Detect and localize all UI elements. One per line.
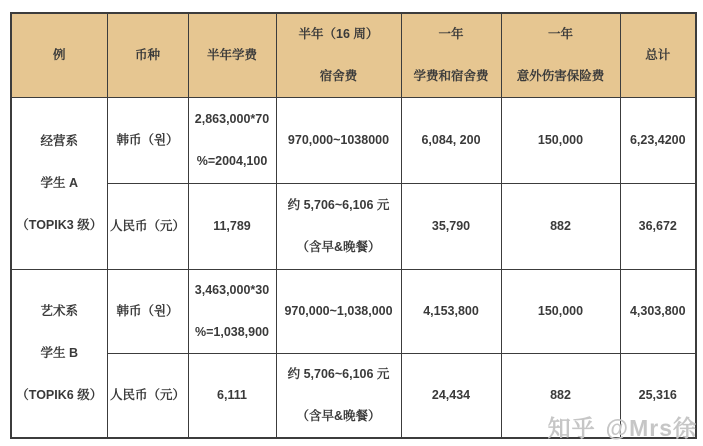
cell-text: 4,303,800 [629, 304, 686, 318]
cell-text: 6,111 [217, 388, 247, 403]
dorm-fee-cell [276, 97, 401, 183]
header-cell-example [11, 13, 107, 97]
header-row [11, 13, 696, 97]
example-cell-student-a [11, 97, 107, 269]
cell-text: 11,789 [213, 219, 251, 233]
header-cell-currency [107, 13, 188, 97]
insurance-cell [501, 269, 620, 353]
cell-text: 学生 A [40, 176, 78, 190]
cell-text: （含早&晚餐） [296, 409, 381, 424]
half-year-tuition-cell [188, 353, 276, 438]
total-cell [620, 97, 696, 183]
table-row [11, 353, 696, 438]
year-tuition-dorm-cell [401, 353, 501, 438]
cell-text: 36,672 [638, 219, 677, 233]
cell-text: （含早&晚餐） [296, 240, 381, 254]
cell-text: 150,000 [537, 133, 584, 147]
cell-text: 24,434 [431, 388, 471, 403]
example-cell-student-b [11, 269, 107, 438]
cell-text: 970,000~1,038,000 [284, 304, 393, 318]
insurance-cell [501, 353, 620, 438]
cell-text: 3,463,000*30 [194, 283, 270, 297]
header-cell-year-accident-insurance [501, 13, 620, 97]
cell-text: 韩币（원） [116, 133, 179, 147]
currency-cell [107, 183, 188, 269]
currency-cell [107, 353, 188, 438]
watermark-handle: @Mrs徐 [605, 415, 697, 441]
cell-text: %=2004,100 [196, 154, 268, 168]
header-label: 一年 [438, 27, 464, 42]
header-label: 一年 [547, 27, 573, 42]
year-tuition-dorm-cell [401, 183, 501, 269]
header-label: 币种 [134, 48, 160, 63]
cell-text: （TOPIK6 级） [16, 388, 103, 403]
currency-cell [107, 269, 188, 353]
cell-text: 150,000 [537, 304, 584, 318]
table-row [11, 183, 696, 269]
total-cell [620, 183, 696, 269]
header-label: 半年（16 周） [298, 27, 379, 42]
table-row [11, 97, 696, 183]
cell-text: 人民币（元） [109, 388, 185, 403]
cell-text: 6,084, 200 [421, 133, 481, 147]
dorm-fee-cell [276, 183, 401, 269]
header-label: 宿舍费 [319, 69, 358, 84]
cell-text: 970,000~1038000 [287, 133, 390, 147]
cell-text: 882 [550, 388, 571, 403]
half-year-tuition-cell [188, 183, 276, 269]
year-tuition-dorm-cell [401, 97, 501, 183]
header-cell-total [620, 13, 696, 97]
header-label: 意外伤害保险费 [516, 69, 605, 84]
dorm-fee-cell [276, 269, 401, 353]
tuition-fees-table [10, 12, 697, 439]
insurance-cell [501, 183, 620, 269]
table-row [11, 269, 696, 353]
cell-text: 882 [550, 219, 571, 233]
cell-text: （TOPIK3 级） [16, 218, 103, 232]
total-cell [620, 353, 696, 438]
cell-text: 约 5,706~6,106 元 [287, 198, 390, 212]
cell-text: 约 5,706~6,106 元 [287, 367, 390, 382]
header-label: 总计 [645, 48, 671, 63]
cell-text: 经营系 [40, 134, 78, 148]
total-cell [620, 269, 696, 353]
header-label: 学费和宿舍费 [413, 69, 489, 84]
cell-text: 学生 B [40, 346, 78, 361]
cell-text: 艺术系 [40, 304, 78, 319]
header-cell-year-tuition-and-dorm [401, 13, 501, 97]
header-label: 例 [52, 48, 66, 63]
cell-text: 6,23,4200 [629, 133, 686, 147]
watermark-brand: 知乎 [547, 415, 596, 441]
dorm-fee-cell [276, 353, 401, 438]
cell-text: %=1,038,900 [194, 325, 270, 339]
cell-text: 2,863,000*70 [194, 112, 270, 126]
cell-text: 25,316 [638, 388, 677, 403]
cell-text: 35,790 [431, 219, 471, 233]
half-year-tuition-cell [188, 97, 276, 183]
cell-text: 韩币（원） [116, 304, 179, 318]
year-tuition-dorm-cell [401, 269, 501, 353]
cell-text: 人民币（元） [109, 219, 185, 233]
half-year-tuition-cell [188, 269, 276, 353]
header-cell-half-year-dorm-fee [276, 13, 401, 97]
header-cell-half-year-tuition [188, 13, 276, 97]
header-label: 半年学费 [206, 48, 257, 63]
cell-text: 4,153,800 [423, 304, 479, 318]
insurance-cell [501, 97, 620, 183]
currency-cell [107, 97, 188, 183]
